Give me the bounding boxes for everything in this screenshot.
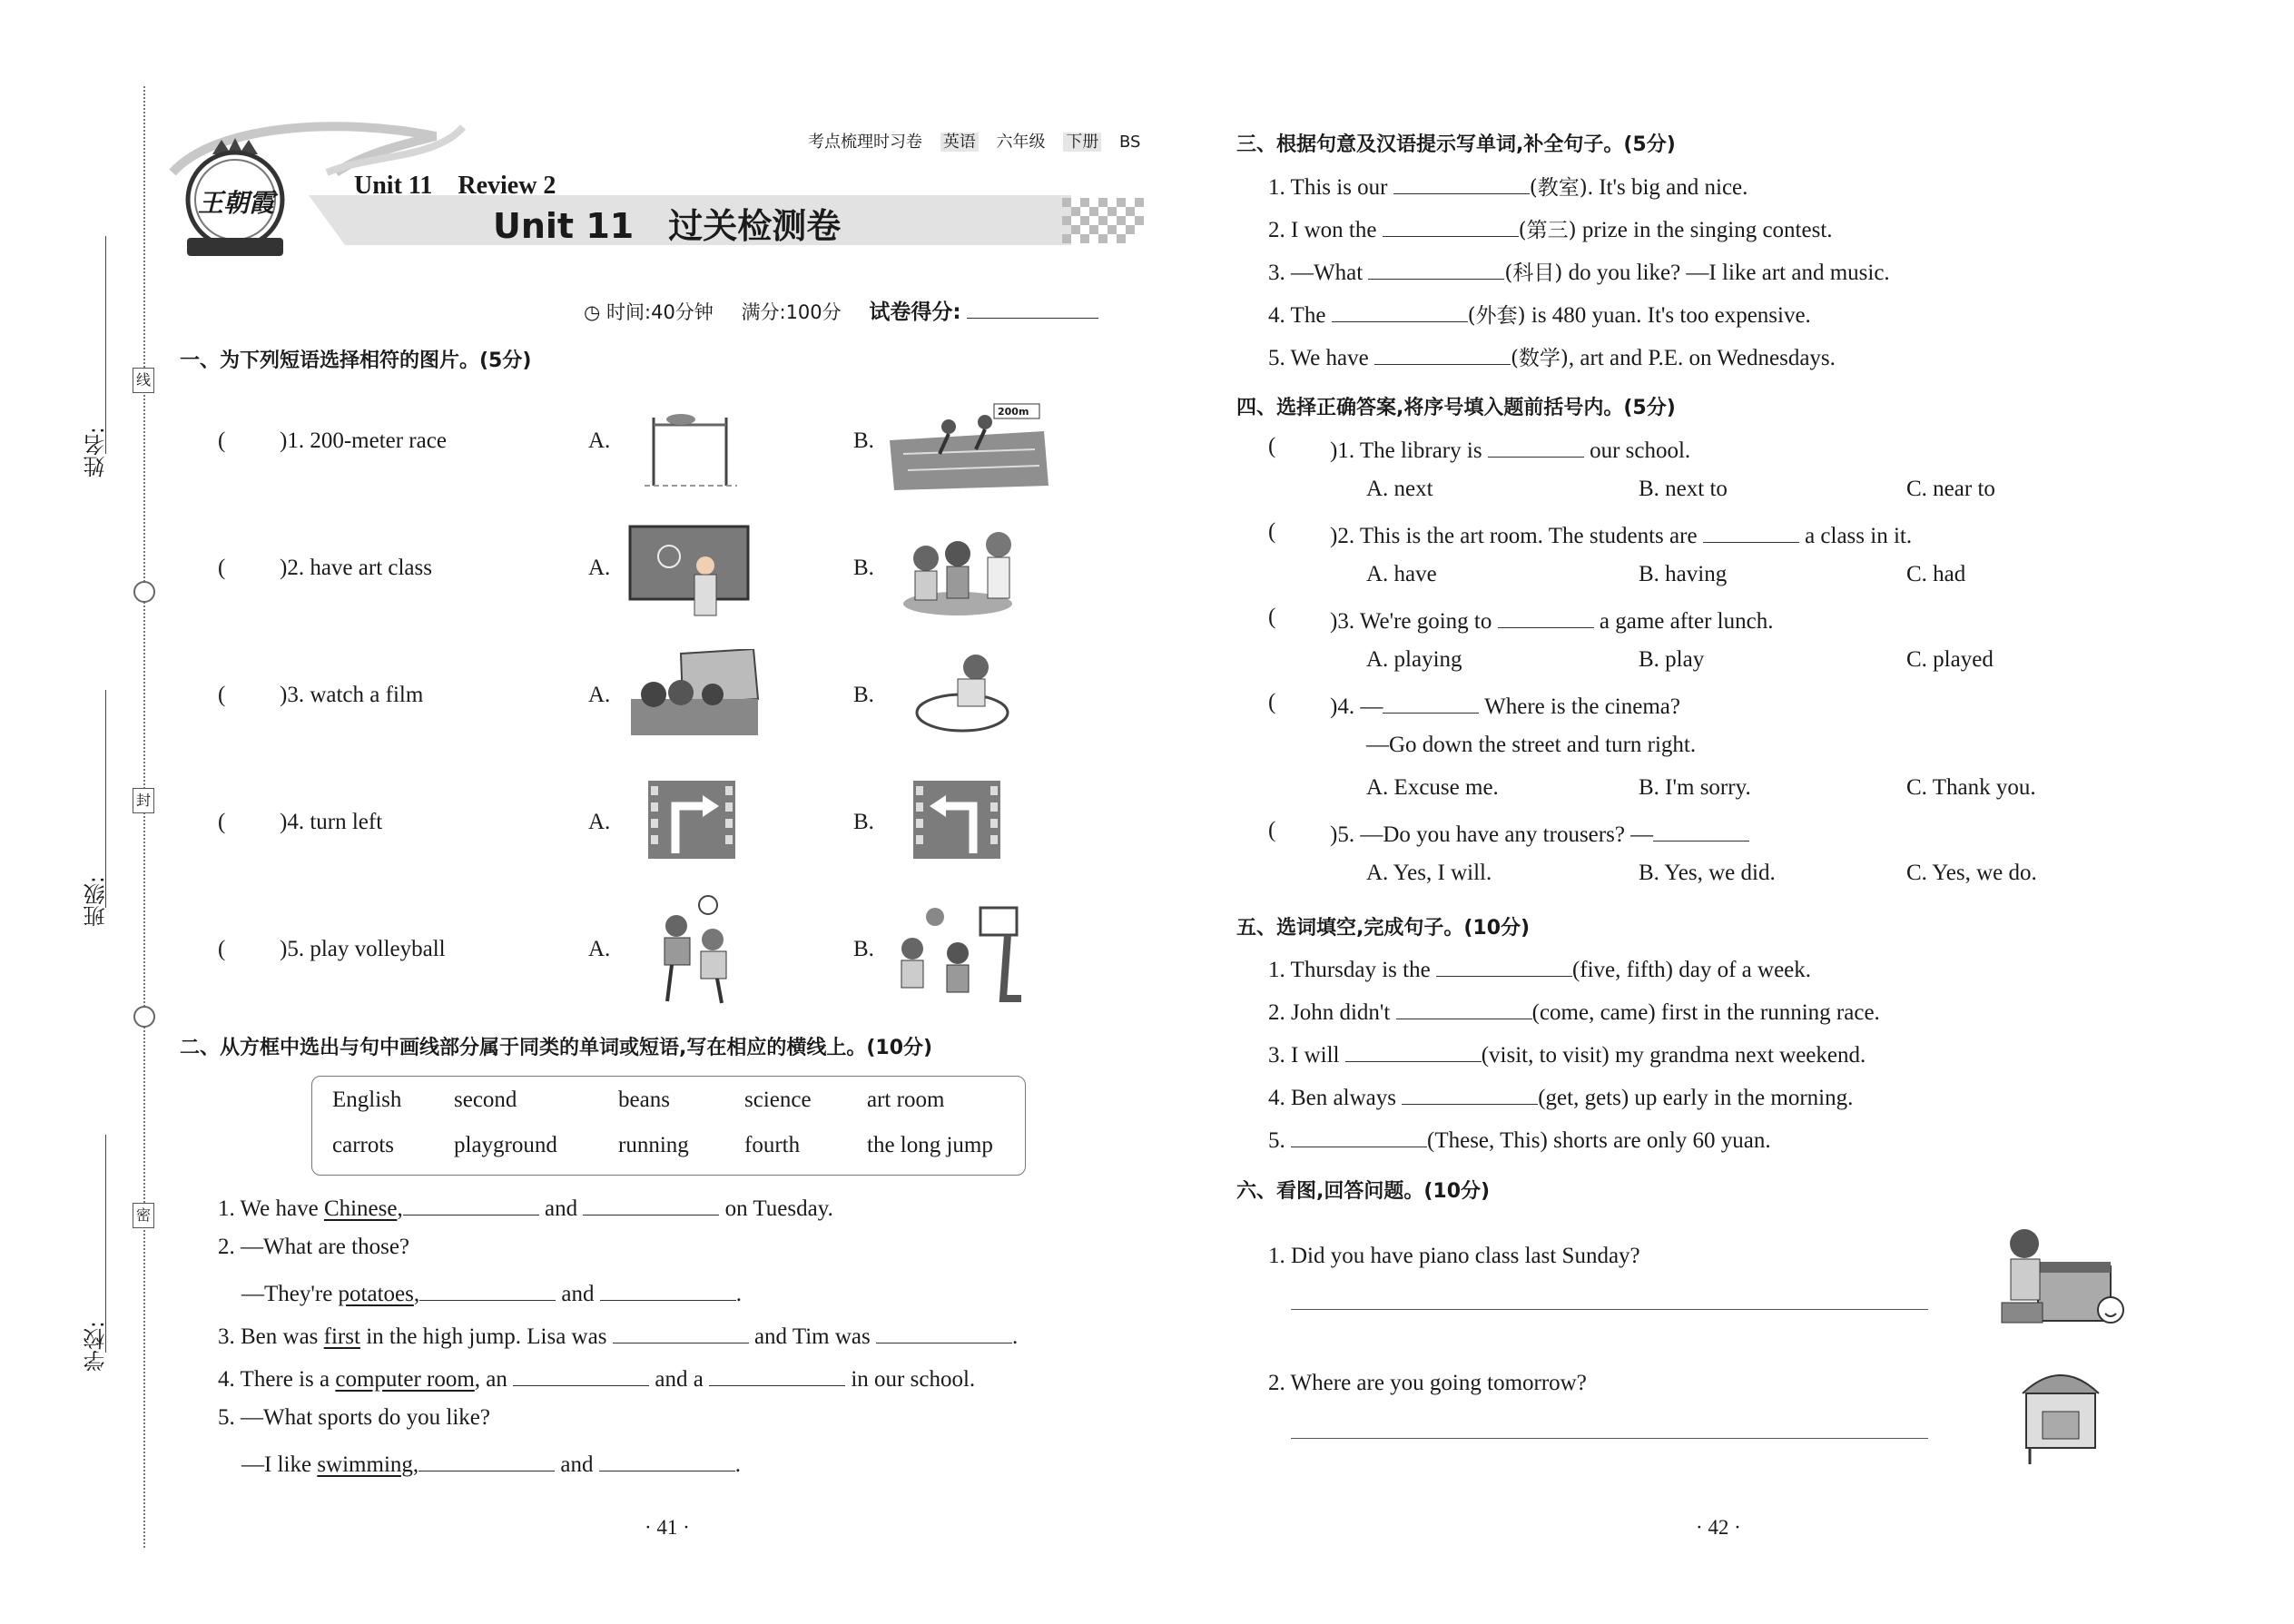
answer-blank[interactable] bbox=[599, 1448, 735, 1471]
answer-blank[interactable] bbox=[1402, 1081, 1538, 1105]
teacher-blackboard-picture bbox=[628, 525, 751, 617]
answer-blank[interactable] bbox=[1374, 341, 1511, 365]
answer-blank[interactable] bbox=[1703, 519, 1799, 543]
class-label: 班级: bbox=[84, 876, 109, 928]
s1-paren-5[interactable]: ( bbox=[218, 937, 226, 961]
s4-q5-opt-c[interactable]: C. Yes, we do. bbox=[1906, 861, 2037, 885]
s4-q1-opt-c[interactable]: C. near to bbox=[1906, 477, 1995, 501]
section4-title: 四、选择正确答案,将序号填入题前括号内。(5分) bbox=[1236, 397, 1676, 419]
s3-item-3: 3. —What (科目) do you like? —I like art and music. bbox=[1268, 256, 1890, 286]
s2-q2a: 2. —What are those? bbox=[218, 1235, 410, 1259]
s3-item-1: 1. This is our (教室). It's big and nice. bbox=[1268, 171, 1748, 201]
s4-q4-opt-c[interactable]: C. Thank you. bbox=[1906, 775, 2036, 800]
s1-b-3: B. bbox=[853, 683, 874, 707]
time-label: 时间:40分钟 bbox=[606, 301, 714, 323]
s4-q4-opt-b[interactable]: B. I'm sorry. bbox=[1639, 775, 1751, 800]
section2-title: 二、从方框中选出与句中画线部分属于同类的单词或短语,写在相应的横线上。(10分) bbox=[180, 1037, 933, 1059]
s4-q3-opt-a[interactable]: A. playing bbox=[1366, 647, 1462, 672]
s1-a-5: A. bbox=[588, 937, 611, 961]
tag-series: 考点梳理时习卷 bbox=[808, 133, 922, 152]
s5-item-5: 5. (These, This) shorts are only 60 yuan. bbox=[1268, 1124, 1771, 1154]
answer-blank[interactable] bbox=[1383, 690, 1479, 714]
s4-paren-1[interactable]: ( bbox=[1268, 434, 1276, 458]
box-word: running bbox=[618, 1133, 689, 1157]
answer-blank[interactable] bbox=[1291, 1124, 1427, 1147]
scissors-icon bbox=[133, 1006, 155, 1028]
answer-blank[interactable] bbox=[403, 1192, 539, 1216]
answer-blank[interactable] bbox=[1498, 605, 1594, 628]
tag-edition: BS bbox=[1118, 133, 1141, 152]
s4-paren-3[interactable]: ( bbox=[1268, 605, 1276, 629]
answer-blank[interactable] bbox=[1383, 213, 1519, 237]
box-word: the long jump bbox=[867, 1133, 993, 1157]
s4-q5-opt-b[interactable]: B. Yes, we did. bbox=[1639, 861, 1776, 885]
relaxing-picture bbox=[912, 645, 1012, 735]
box-word: beans bbox=[618, 1088, 670, 1112]
s2-q5b: —I like swimming, and . bbox=[241, 1448, 741, 1478]
binding-dotted-line bbox=[143, 86, 145, 1548]
s4-q1: )1. The library is our school. bbox=[1330, 434, 1690, 464]
section6-title: 六、看图,回答问题。(10分) bbox=[1236, 1180, 1491, 1203]
s2-q4: 4. There is a computer room, an and a in our school. bbox=[218, 1363, 975, 1393]
turn-right-sign-picture bbox=[648, 781, 735, 859]
answer-blank[interactable] bbox=[1488, 434, 1584, 458]
s1-item-3: )3. watch a film bbox=[280, 683, 424, 707]
s6-q1: 1. Did you have piano class last Sunday? bbox=[1268, 1244, 1640, 1268]
answer-blank[interactable] bbox=[709, 1363, 845, 1386]
full-score: 满分:100分 bbox=[741, 301, 842, 323]
s3-item-5: 5. We have (数学), art and P.E. on Wednesdays. bbox=[1268, 341, 1836, 371]
answer-blank[interactable] bbox=[613, 1320, 749, 1343]
piano-girl-picture bbox=[1993, 1221, 2133, 1339]
page-number-left: · 41 · bbox=[645, 1516, 690, 1539]
underlined-word: swimming bbox=[317, 1452, 413, 1477]
s1-paren-2[interactable]: ( bbox=[218, 556, 226, 580]
tag-volume: 下册 bbox=[1063, 133, 1101, 152]
s4-q3-opt-b[interactable]: B. play bbox=[1639, 647, 1705, 672]
section3-title: 三、根据句意及汉语提示写单词,补全句子。(5分) bbox=[1236, 133, 1676, 156]
answer-blank[interactable] bbox=[876, 1320, 1012, 1343]
box-word: English bbox=[332, 1088, 402, 1112]
s1-paren-1[interactable]: ( bbox=[218, 428, 226, 453]
s1-item-2: )2. have art class bbox=[280, 556, 432, 580]
s4-q3: )3. We're going to a game after lunch. bbox=[1330, 605, 1773, 635]
underlined-word: computer room bbox=[335, 1367, 475, 1392]
seal-mark: 封 bbox=[133, 788, 154, 813]
section5-title: 五、选词填空,完成句子。(10分) bbox=[1236, 917, 1531, 940]
underlined-word: Chinese bbox=[323, 1196, 398, 1221]
underlined-word: potatoes bbox=[338, 1282, 414, 1306]
box-word: second bbox=[454, 1088, 517, 1112]
s1-item-1: )1. 200-meter race bbox=[280, 428, 447, 453]
clock-icon: ◷ bbox=[584, 301, 601, 323]
volleyball-picture bbox=[645, 894, 744, 1008]
building-picture bbox=[2015, 1357, 2106, 1466]
turn-left-icon bbox=[913, 781, 1000, 859]
s1-a-1: A. bbox=[588, 428, 611, 453]
s3-item-4: 4. The (外套) is 480 yuan. It's too expensive. bbox=[1268, 299, 1811, 329]
s4-q1-opt-a[interactable]: A. next bbox=[1366, 477, 1433, 501]
answer-blank[interactable] bbox=[418, 1448, 555, 1471]
s4-q1-opt-b[interactable]: B. next to bbox=[1639, 477, 1728, 501]
s4-q2-opt-c[interactable]: C. had bbox=[1906, 562, 1966, 586]
s4-q4-opt-a[interactable]: A. Excuse me. bbox=[1366, 775, 1499, 800]
s4-q4-line2: —Go down the street and turn right. bbox=[1366, 733, 1697, 757]
answer-blank[interactable] bbox=[1368, 256, 1504, 280]
s1-a-4: A. bbox=[588, 810, 611, 834]
s4-paren-5[interactable]: ( bbox=[1268, 818, 1276, 842]
header bbox=[163, 118, 1162, 290]
s4-paren-2[interactable]: ( bbox=[1268, 519, 1276, 544]
s1-b-1: B. bbox=[853, 428, 874, 453]
s1-b-5: B. bbox=[853, 937, 874, 961]
s6-q2: 2. Where are you going tomorrow? bbox=[1268, 1371, 1587, 1395]
s4-q2: )2. This is the art room. The students are a class in it. bbox=[1330, 519, 1912, 549]
s1-paren-4[interactable]: ( bbox=[218, 810, 226, 834]
s1-a-3: A. bbox=[588, 683, 611, 707]
s1-b-2: B. bbox=[853, 556, 874, 580]
binding-margin bbox=[0, 0, 154, 1624]
top-tags bbox=[808, 129, 1140, 153]
high-jump-picture bbox=[635, 399, 744, 490]
exam-info bbox=[584, 295, 1098, 325]
answer-blank[interactable] bbox=[583, 1192, 719, 1216]
line-mark: 线 bbox=[133, 368, 154, 393]
s4-q2-opt-a[interactable]: A. have bbox=[1366, 562, 1437, 586]
s4-q5: )5. —Do you have any trousers? — bbox=[1330, 818, 1749, 848]
logo-badge bbox=[182, 136, 289, 259]
s5-item-1: 1. Thursday is the (five, fifth) day of a week. bbox=[1268, 953, 1811, 983]
s1-paren-3[interactable]: ( bbox=[218, 683, 226, 707]
logo-name: 王朝霞 bbox=[197, 188, 274, 218]
answer-blank[interactable] bbox=[513, 1363, 649, 1386]
class-field[interactable] bbox=[105, 690, 106, 908]
turn-right-icon bbox=[648, 781, 735, 859]
cinema-picture bbox=[626, 649, 763, 740]
seal2-mark: 密 bbox=[133, 1203, 154, 1228]
kids-art-picture bbox=[899, 522, 1026, 617]
s2-q2b: —They're potatoes, and . bbox=[241, 1277, 742, 1307]
score-field[interactable] bbox=[967, 301, 1098, 319]
s3-item-2: 2. I won the (第三) prize in the singing contest. bbox=[1268, 213, 1833, 243]
box-word: science bbox=[744, 1088, 812, 1112]
track-sign-text: 200m bbox=[998, 406, 1029, 418]
basketball-picture bbox=[885, 899, 1030, 1003]
box-word: art room bbox=[867, 1088, 945, 1112]
s5-item-4: 4. Ben always (get, gets) up early in the morning. bbox=[1268, 1081, 1853, 1111]
s1-b-4: B. bbox=[853, 810, 874, 834]
answer-blank[interactable] bbox=[1653, 818, 1749, 842]
answer-blank[interactable] bbox=[1345, 1038, 1482, 1062]
s1-item-5: )5. play volleyball bbox=[280, 937, 446, 961]
page-number-right: · 42 · bbox=[1696, 1516, 1741, 1539]
name-field[interactable] bbox=[105, 236, 106, 454]
s1-item-4: )4. turn left bbox=[280, 810, 383, 834]
s2-q3: 3. Ben was first in the high jump. Lisa was and Tim was . bbox=[218, 1320, 1018, 1350]
s4-q3-opt-c[interactable]: C. played bbox=[1906, 647, 1994, 672]
tag-grade: 六年级 bbox=[996, 133, 1046, 152]
answer-blank[interactable] bbox=[1436, 953, 1572, 977]
s6-q1-answer-line[interactable] bbox=[1291, 1309, 1928, 1310]
box-word: carrots bbox=[332, 1133, 395, 1157]
underlined-word: first bbox=[323, 1324, 360, 1349]
school-label: 学校: bbox=[84, 1321, 109, 1373]
s2-q5a: 5. —What sports do you like? bbox=[218, 1405, 490, 1430]
s4-q4: )4. — Where is the cinema? bbox=[1330, 690, 1680, 720]
name-label: 姓名: bbox=[84, 427, 109, 478]
s2-q1: 1. We have Chinese, and on Tuesday. bbox=[218, 1192, 833, 1222]
section1-title: 一、为下列短语选择相符的图片。(5分) bbox=[180, 349, 532, 372]
s4-q2-opt-b[interactable]: B. having bbox=[1639, 562, 1728, 586]
s5-item-2: 2. John didn't (come, came) first in the running race. bbox=[1268, 996, 1880, 1026]
s4-paren-4[interactable]: ( bbox=[1268, 690, 1276, 714]
answer-blank[interactable] bbox=[1393, 171, 1530, 194]
answer-blank[interactable] bbox=[1332, 299, 1468, 322]
unit-subtitle: Unit 11 Review 2 bbox=[354, 172, 556, 200]
page-title: Unit 11 过关检测卷 bbox=[493, 206, 842, 246]
turn-left-sign-picture bbox=[913, 781, 1000, 859]
answer-blank[interactable] bbox=[419, 1277, 556, 1301]
s6-q2-answer-line[interactable] bbox=[1291, 1438, 1928, 1439]
tag-subject: 英语 bbox=[940, 133, 979, 152]
answer-blank[interactable] bbox=[600, 1277, 736, 1301]
s4-q5-opt-a[interactable]: A. Yes, I will. bbox=[1366, 861, 1492, 885]
s1-a-2: A. bbox=[588, 556, 611, 580]
s5-item-3: 3. I will (visit, to visit) my grandma next weekend. bbox=[1268, 1038, 1866, 1068]
box-word: playground bbox=[454, 1133, 557, 1157]
box-word: fourth bbox=[744, 1133, 801, 1157]
school-field[interactable] bbox=[105, 1135, 106, 1353]
answer-blank[interactable] bbox=[1396, 996, 1532, 1019]
score-label: 试卷得分: bbox=[869, 300, 961, 324]
scissors-icon bbox=[133, 581, 155, 603]
